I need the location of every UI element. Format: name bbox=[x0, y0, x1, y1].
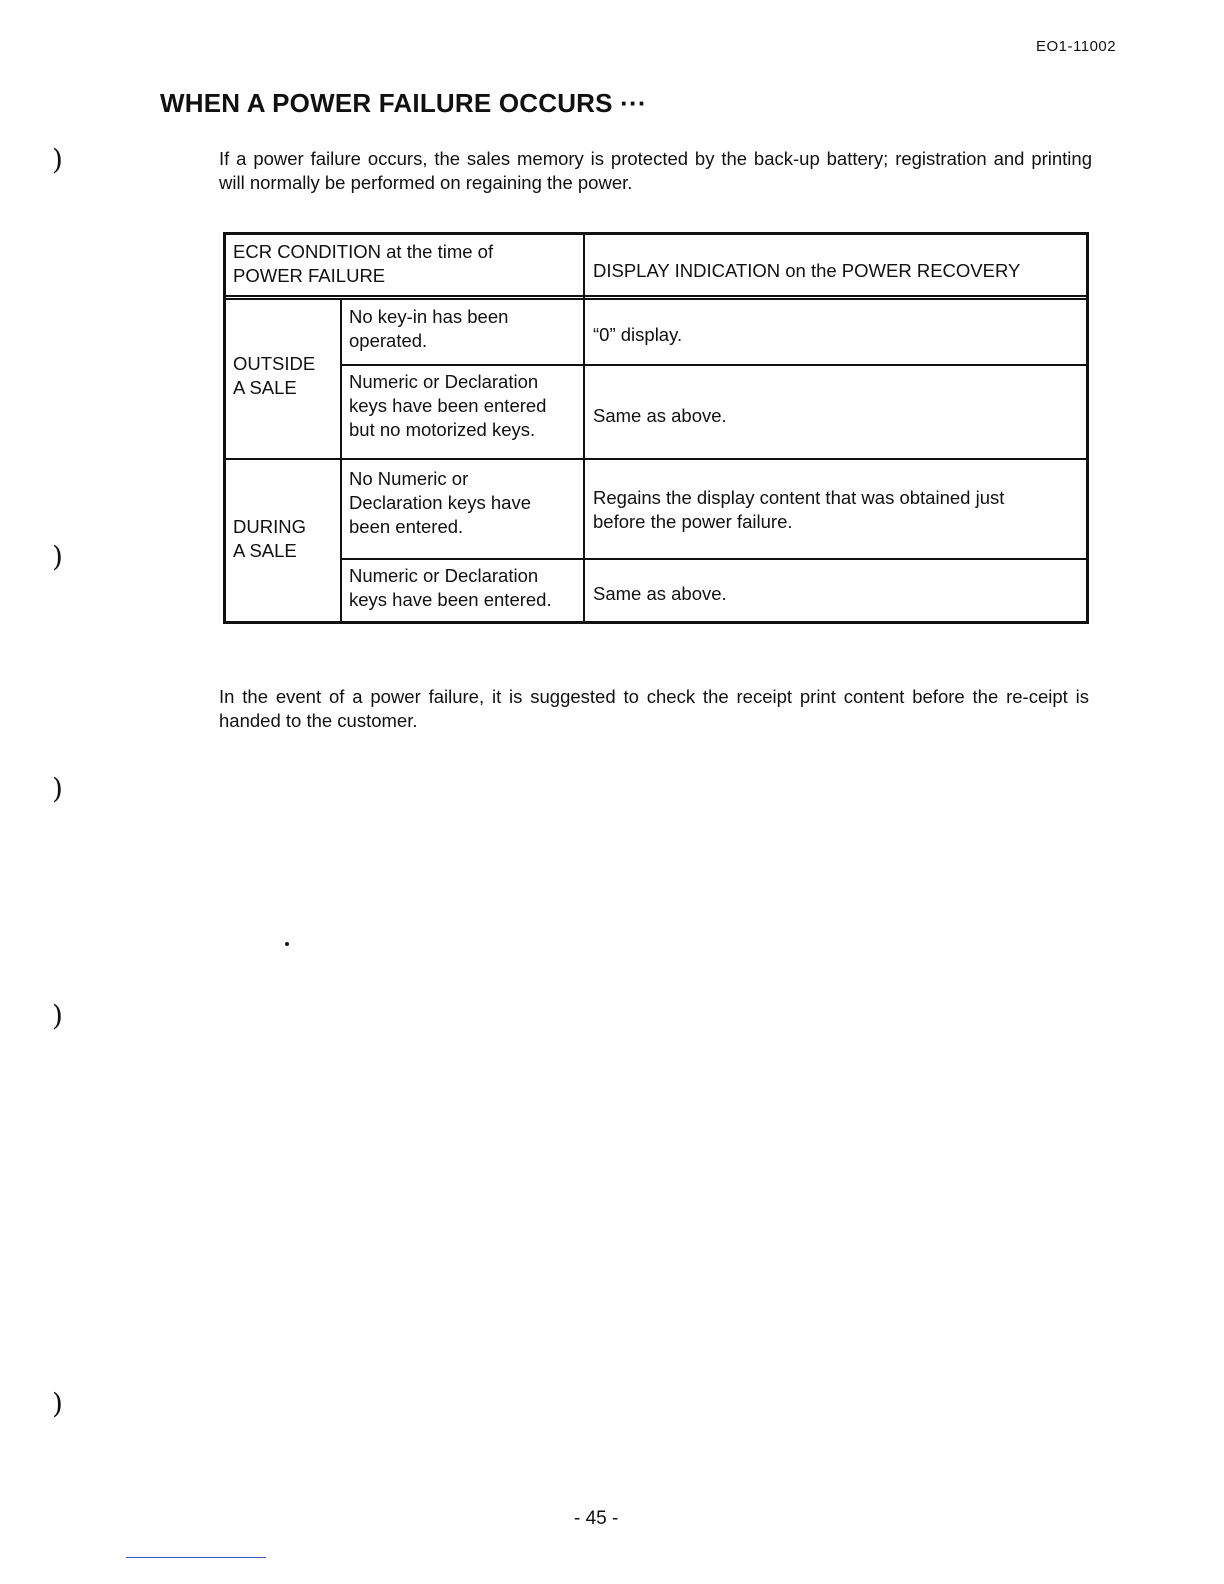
display-line: before the power failure. bbox=[593, 511, 793, 532]
display-line: Same as above. bbox=[593, 583, 727, 604]
page-number: - 45 - bbox=[574, 1508, 619, 1529]
condition-line: Declaration keys have bbox=[349, 492, 532, 513]
condition-cell bbox=[349, 564, 552, 612]
condition-line: Numeric or Declaration bbox=[349, 565, 539, 586]
group-label-line: A SALE bbox=[233, 540, 297, 561]
condition-cell bbox=[349, 370, 546, 442]
display-line: Regains the display content that was obtained just bbox=[593, 487, 1005, 508]
binder-mark-icon: ) bbox=[52, 540, 63, 573]
row-divider bbox=[342, 558, 1086, 560]
condition-cell bbox=[349, 467, 531, 539]
group-label-during bbox=[233, 515, 306, 563]
condition-line: keys have been entered bbox=[349, 395, 547, 416]
header-condition bbox=[233, 240, 493, 288]
document-code: EO1-11002 bbox=[1036, 38, 1117, 55]
header-condition-line: ECR CONDITION at the time of bbox=[233, 241, 494, 262]
page-title: WHEN A POWER FAILURE OCCURS ··· bbox=[160, 88, 647, 118]
condition-line: keys have been entered. bbox=[349, 589, 552, 610]
display-cell bbox=[593, 404, 727, 428]
group-label-line: A SALE bbox=[233, 377, 297, 398]
column-divider bbox=[340, 298, 342, 621]
condition-line: but no motorized keys. bbox=[349, 419, 536, 440]
header-condition-line: POWER FAILURE bbox=[233, 265, 386, 286]
display-cell bbox=[593, 323, 682, 347]
condition-line: been entered. bbox=[349, 516, 464, 537]
group-label-line: DURING bbox=[233, 516, 306, 537]
condition-cell bbox=[349, 305, 508, 353]
scan-speck bbox=[285, 942, 289, 946]
binder-mark-icon: ) bbox=[52, 143, 63, 176]
group-label-outside bbox=[233, 352, 315, 400]
binder-mark-icon: ) bbox=[52, 999, 63, 1032]
power-failure-table bbox=[223, 232, 1089, 624]
condition-line: No Numeric or bbox=[349, 468, 469, 489]
display-cell bbox=[593, 486, 1004, 534]
header-display: DISPLAY INDICATION on the POWER RECOVERY bbox=[593, 260, 1021, 281]
closing-paragraph: In the event of a power failure, it is suggested to check the receipt print content before the re-ceipt is handed to the customer. bbox=[219, 686, 1089, 731]
binder-mark-icon: ) bbox=[52, 1387, 63, 1420]
condition-line: No key-in has been bbox=[349, 306, 509, 327]
header-divider bbox=[226, 295, 1086, 300]
footer-rule bbox=[126, 1557, 266, 1558]
binder-mark-icon: ) bbox=[52, 772, 63, 805]
condition-line: operated. bbox=[349, 330, 428, 351]
condition-line: Numeric or Declaration bbox=[349, 371, 539, 392]
row-divider bbox=[342, 364, 1086, 366]
group-divider bbox=[226, 458, 1086, 460]
group-label-line: OUTSIDE bbox=[233, 353, 316, 374]
display-cell bbox=[593, 582, 727, 606]
display-line: Same as above. bbox=[593, 405, 727, 426]
intro-paragraph: If a power failure occurs, the sales memory is protected by the back-up battery; registration and printing will normally be performed on regaining the power. bbox=[219, 148, 1092, 193]
column-divider bbox=[583, 235, 585, 621]
display-line: “0” display. bbox=[593, 324, 683, 345]
